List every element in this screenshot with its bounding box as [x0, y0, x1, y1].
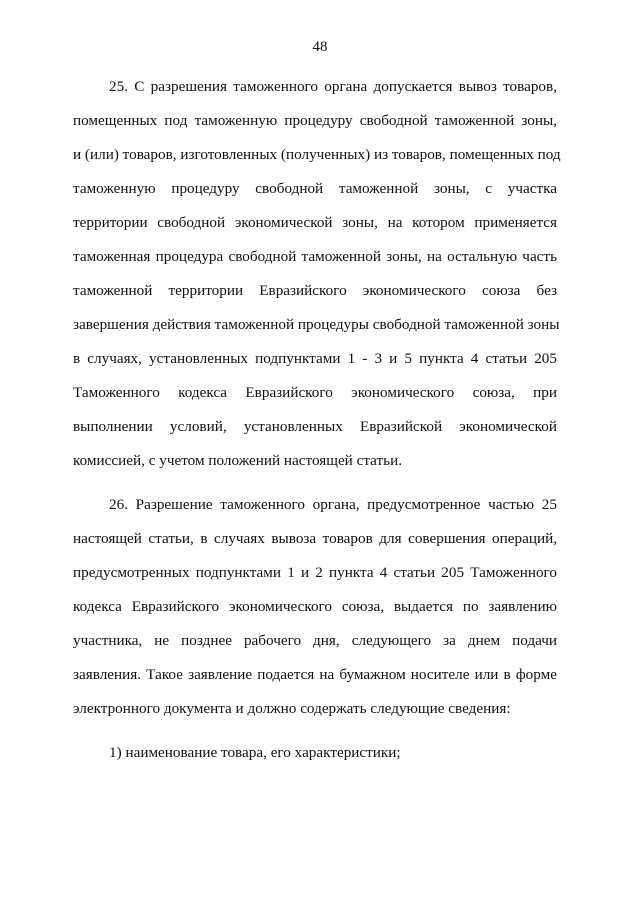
- p25-line-10: Таможенного кодекса Евразийского экономического союза, при: [73, 384, 557, 401]
- p26-line-2: настоящей статьи, в случаях вывоза товаров для совершения операций,: [73, 530, 557, 547]
- p25-line-6: таможенная процедура свободной таможенной зоны, на остальную часть: [73, 248, 557, 265]
- p25-line-9: в случаях, установленных подпунктами 1 - 3 и 5 пункта 4 статьи 205: [73, 350, 557, 367]
- p25-line-4: таможенную процедуру свободной таможенной зоны, с участка: [73, 180, 557, 197]
- p26-line-1: 26. Разрешение таможенного органа, предусмотренное частью 25: [109, 496, 557, 513]
- p26-line-6: заявления. Такое заявление подается на бумажном носителе или в форме: [73, 666, 557, 683]
- list-item-1: 1) наименование товара, его характеристики;: [109, 744, 401, 761]
- p26-line-7: электронного документа и должно содержать следующие сведения:: [73, 700, 511, 717]
- p25-line-11: выполнении условий, установленных Евразийской экономической: [73, 418, 557, 435]
- p25-line-7: таможенной территории Евразийского экономического союза без: [73, 282, 557, 299]
- p25-line-2: помещенных под таможенную процедуру свободной таможенной зоны,: [73, 112, 557, 129]
- p26-line-4: кодекса Евразийского экономического союза, выдается по заявлению: [73, 598, 557, 615]
- page-number: 48: [312, 39, 328, 55]
- p25-line-12: комиссией, с учетом положений настоящей статьи.: [73, 452, 403, 469]
- p25-line-5: территории свободной экономической зоны, на котором применяется: [73, 214, 557, 231]
- p26-line-3: предусмотренных подпунктами 1 и 2 пункта 4 статьи 205 Таможенного: [73, 564, 557, 581]
- p25-line-8: завершения действия таможенной процедуры свободной таможенной зоны: [73, 316, 560, 333]
- p26-line-5: участника, не позднее рабочего дня, следующего за днем подачи: [73, 632, 557, 649]
- p25-line-3: и (или) товаров, изготовленных (полученных) из товаров, помещенных под: [73, 146, 561, 163]
- p25-line-1: 25. С разрешения таможенного органа допускается вывоз товаров,: [109, 78, 557, 95]
